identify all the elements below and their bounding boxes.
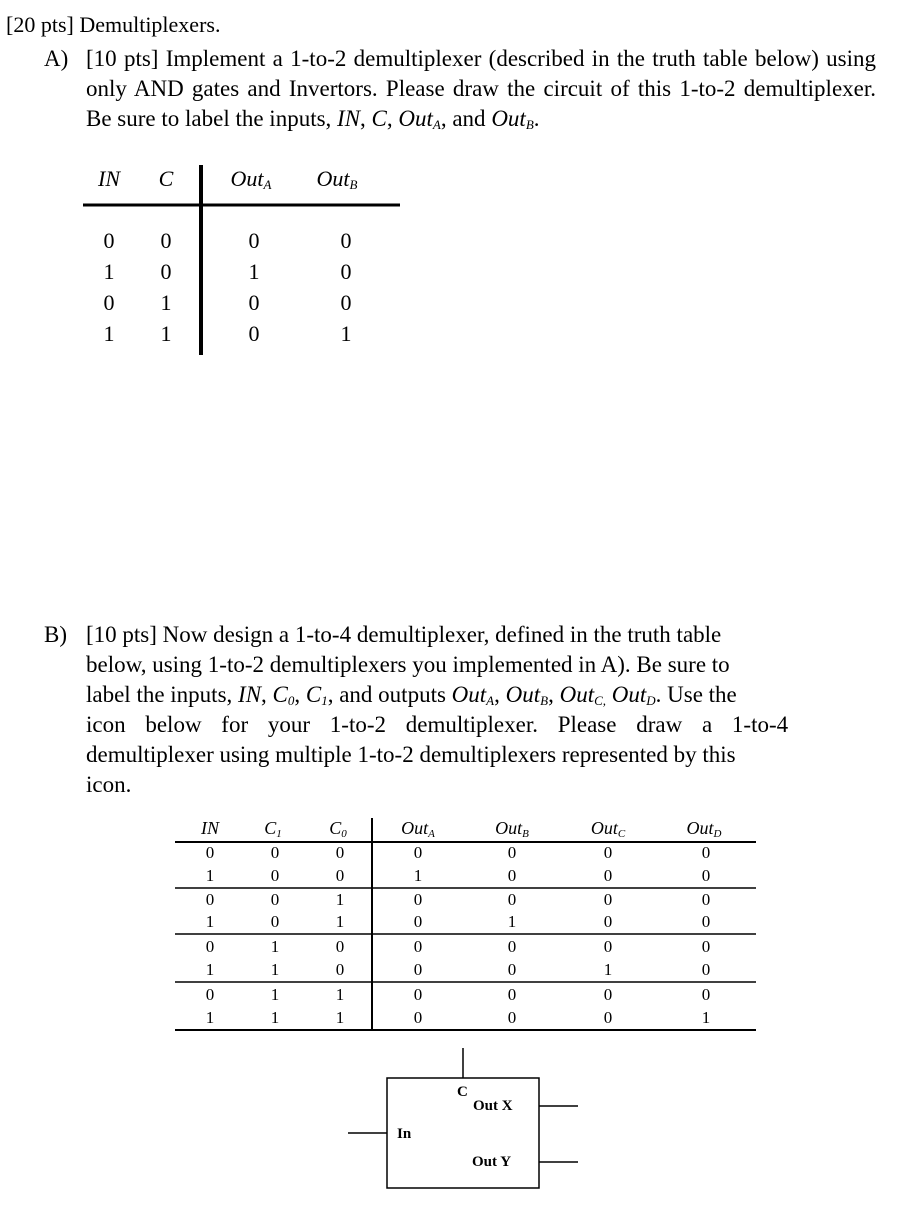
- t2-cell: 1: [270, 985, 280, 1004]
- t2-cell: 0: [603, 985, 613, 1004]
- t2-cell: 1: [270, 960, 280, 979]
- t1-cell: 0: [340, 228, 352, 253]
- t2-cell: 0: [270, 890, 280, 909]
- t1-header-outa: Out$_A$: [230, 166, 272, 192]
- t2-cell: 0: [603, 937, 613, 956]
- t2-cell: 1: [413, 866, 423, 885]
- part-b-line-5: demultiplexer using multiple 1-to-2 demultiplexers represented by this: [86, 742, 736, 767]
- part-b-line-4: icon below for your 1-to-2 demultiplexer. Please draw a 1-to-4: [86, 712, 789, 737]
- t2-cell: 0: [205, 985, 215, 1004]
- t1-cell: 0: [248, 290, 260, 315]
- t2-cell: 1: [205, 866, 215, 885]
- problem-title: [20 pts] Demultiplexers.: [6, 12, 221, 37]
- t2-cell: 0: [603, 1008, 613, 1027]
- t2-cell: 0: [413, 960, 423, 979]
- t2-cell: 0: [603, 890, 613, 909]
- t2-cell: 1: [335, 1008, 345, 1027]
- t1-cell: 0: [248, 321, 260, 346]
- t2-cell: 0: [701, 985, 711, 1004]
- t2-cell: 0: [413, 912, 423, 931]
- t2-cell: 0: [507, 985, 517, 1004]
- t2-cell: 0: [701, 937, 711, 956]
- t2-cell: 1: [205, 1008, 215, 1027]
- t2-cell: 0: [413, 890, 423, 909]
- t2-cell: 1: [270, 937, 280, 956]
- part-b-line-1: [10 pts] Now design a 1-to-4 demultiplexer, defined in the truth table: [86, 622, 722, 647]
- t1-cell: 1: [160, 321, 172, 346]
- t2-cell: 1: [205, 960, 215, 979]
- t2-cell: 0: [335, 843, 345, 862]
- t2-cell: 1: [335, 890, 345, 909]
- t1-cell: 1: [103, 321, 115, 346]
- part-b-line-3: label the inputs, IN, $C_0$, $C_1$, and outputs Out$_A$, Out$_B$, Out$_{C,}$ Out$_D$. Use the: [86, 682, 737, 708]
- t2-cell: 0: [413, 1008, 423, 1027]
- t2-cell: 0: [335, 937, 345, 956]
- part-b: [44, 620, 880, 810]
- t2-header-outc: Out$_C$: [590, 818, 626, 840]
- t2-cell: 0: [507, 1008, 517, 1027]
- t2-cell: 0: [270, 912, 280, 931]
- part-a-text: [10 pts] Implement a 1-to-2 demultiplexer (described in the truth table below) using only AND gates and Invertors. Please draw the circuit of this 1-to-2 demultiplexer. Be sure to label the inputs, IN, C, Out$_A$, and Out$_B$.: [86, 46, 876, 132]
- t2-cell: 0: [335, 866, 345, 885]
- t1-cell: 0: [340, 259, 352, 284]
- t1-header-outb: Out$_B$: [316, 166, 358, 192]
- t2-cell: 0: [701, 912, 711, 931]
- t2-cell: 0: [603, 912, 613, 931]
- t1-cell: 0: [103, 290, 115, 315]
- t2-cell: 0: [701, 866, 711, 885]
- t2-cell: 0: [701, 890, 711, 909]
- t2-cell: 0: [205, 937, 215, 956]
- demux-icon-outx-label: Out X: [473, 1098, 513, 1114]
- t1-cell: 0: [160, 259, 172, 284]
- t1-header-in: IN: [98, 166, 120, 191]
- t1-header-c: C: [158, 166, 174, 191]
- t2-cell: 0: [413, 985, 423, 1004]
- part-b-label: B): [44, 622, 67, 647]
- t2-cell: 0: [603, 843, 613, 862]
- t2-header-outd: Out$_D$: [686, 818, 722, 840]
- t2-header-c0: $C_0$: [329, 818, 347, 840]
- t2-cell: 1: [701, 1008, 711, 1027]
- t2-cell: 0: [507, 890, 517, 909]
- t2-header-outb: Out$_B$: [495, 818, 529, 840]
- demux-icon-outy-label: Out Y: [472, 1154, 512, 1170]
- t2-cell: 0: [205, 843, 215, 862]
- t1-cell: 1: [160, 290, 172, 315]
- t2-cell: 1: [205, 912, 215, 931]
- t2-header-c1: $C_1$: [264, 818, 282, 840]
- demux-icon-in-label: In: [397, 1126, 412, 1142]
- t2-cell: 0: [507, 937, 517, 956]
- t1-cell: 1: [340, 321, 352, 346]
- t2-cell: 1: [603, 960, 613, 979]
- t1-cell: 0: [248, 228, 260, 253]
- t1-cell: 0: [103, 228, 115, 253]
- t2-cell: 0: [335, 960, 345, 979]
- demux-icon-c-label: C: [457, 1084, 468, 1100]
- t2-cell: 0: [507, 843, 517, 862]
- t2-cell: 1: [335, 912, 345, 931]
- part-b-line-2: below, using 1-to-2 demultiplexers you implemented in A). Be sure to: [86, 652, 730, 677]
- t2-cell: 1: [507, 912, 517, 931]
- t1-cell: 0: [340, 290, 352, 315]
- t1-cell: 1: [248, 259, 260, 284]
- t2-cell: 1: [335, 985, 345, 1004]
- t2-cell: 0: [507, 960, 517, 979]
- t2-cell: 0: [603, 866, 613, 885]
- t2-cell: 0: [701, 960, 711, 979]
- t2-cell: 0: [507, 866, 517, 885]
- part-b-line-6: icon.: [86, 772, 132, 797]
- t2-cell: 0: [270, 866, 280, 885]
- part-a-label: A): [44, 46, 69, 71]
- t2-header-outa: Out$_A$: [401, 818, 435, 840]
- t2-cell: 0: [701, 843, 711, 862]
- t2-header-in: IN: [201, 818, 219, 838]
- t2-cell: 1: [270, 1008, 280, 1027]
- t1-cell: 1: [103, 259, 115, 284]
- t2-cell: 0: [413, 843, 423, 862]
- t1-cell: 0: [160, 228, 172, 253]
- t2-cell: 0: [413, 937, 423, 956]
- t2-cell: 0: [270, 843, 280, 862]
- t2-cell: 0: [205, 890, 215, 909]
